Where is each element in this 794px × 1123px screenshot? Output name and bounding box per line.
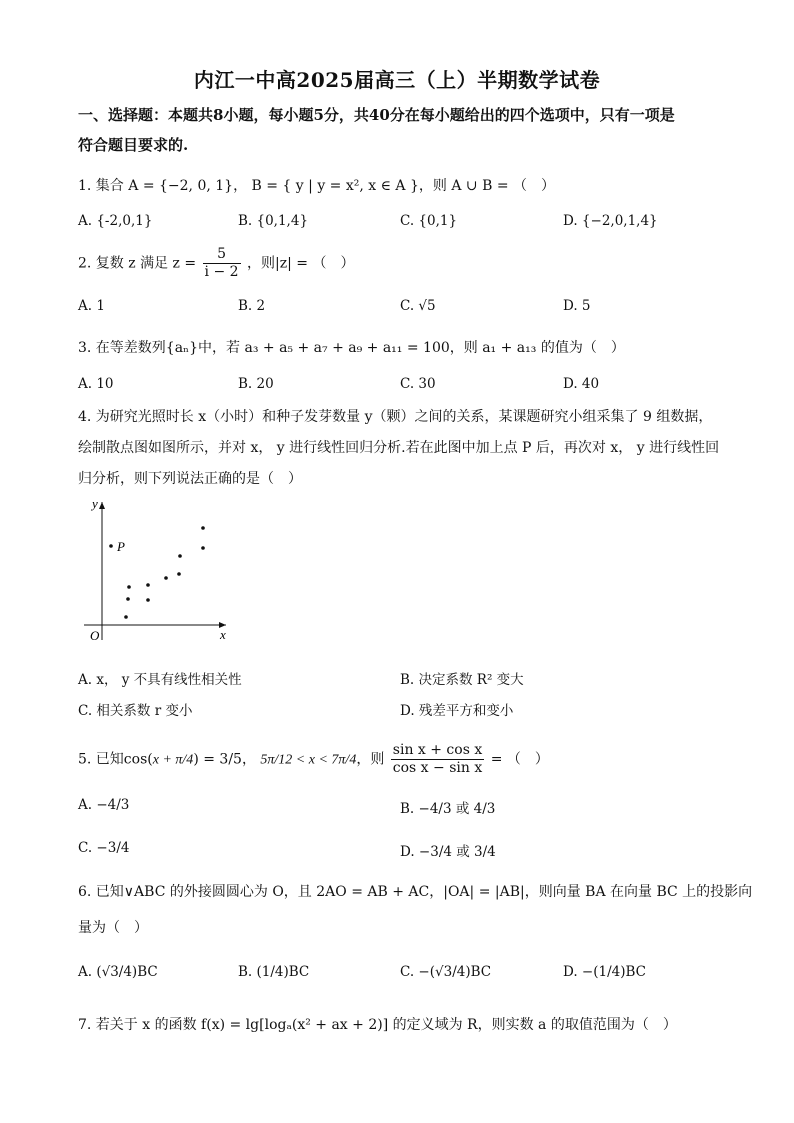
q5-expr-prefix: ，则 <box>356 751 385 768</box>
x-axis-label: x <box>220 627 226 642</box>
data-point <box>177 572 181 576</box>
q4-option-c: C. 相关系数 r 变小 <box>78 703 193 719</box>
question-4-line3: 归分析，则下列说法正确的是（ ） <box>78 471 302 487</box>
q3-option-d: D. 40 <box>563 376 600 392</box>
q1-option-a: A. {-2,0,1} <box>78 213 153 229</box>
q3-option-c: C. 30 <box>400 376 436 392</box>
scatter-plot-figure <box>76 494 236 644</box>
y-axis-arrow-icon <box>99 502 105 509</box>
data-points <box>124 526 205 619</box>
q4-option-b: B. 决定系数 R² 变大 <box>400 672 524 688</box>
q2-frac-num: 5 <box>203 246 241 264</box>
q5-expr-den: cos x − sin x <box>392 760 483 776</box>
data-point <box>178 554 182 558</box>
data-point <box>201 526 205 530</box>
q5-eq: = 3/5， <box>203 751 256 768</box>
question-4-line1: 4. 为研究光照时长 x（小时）和种子发芽数量 y（颗）之间的关系，某课题研究小组采集了 9 组数据， <box>78 409 713 425</box>
question-2-stem <box>78 246 354 281</box>
q2-frac-den: i − 2 <box>204 264 239 280</box>
y-axis-label: y <box>92 496 98 511</box>
point-p <box>109 544 113 548</box>
question-6-line1: 6. 已知∨ABC 的外接圆圆心为 O，且 2AO = AB + AC，|OA| = |AB|，则向量 BA 在向量 BC 上的投影向 <box>78 884 753 900</box>
q2-suffix: ，则|z| = （ ） <box>247 255 355 272</box>
q5-option-b: B. −4/3 或 4/3 <box>400 801 496 817</box>
q2-prefix: 2. 复数 z 满足 z = <box>78 255 197 272</box>
question-6-line2: 量为（ ） <box>78 920 148 936</box>
data-point <box>201 546 205 550</box>
q3-option-a: A. 10 <box>78 376 114 392</box>
point-p-label: P <box>117 539 125 554</box>
q2-option-c: C. √5 <box>400 298 436 314</box>
question-1-stem: 1. 集合 A = {−2, 0, 1}， B = { y | y = x², x ∈ A }，则 A ∪ B = （ ） <box>78 178 556 194</box>
q5-arg: x + π/4 <box>152 752 194 768</box>
q5-prefix: 5. 已知cos <box>78 751 148 768</box>
q5-range: 5π/12 < x < 7π/4 <box>260 752 357 768</box>
q5-expr-num: sin x + cos x <box>392 742 483 758</box>
q4-option-d: D. 残差平方和变小 <box>400 703 514 719</box>
q6-option-b: B. (1/4)BC <box>238 964 310 980</box>
origin-label: O <box>90 628 100 643</box>
q1-option-c: C. {0,1} <box>400 213 458 229</box>
q5-option-a: A. −4/3 <box>78 797 130 813</box>
q6-option-a: A. (√3/4)BC <box>78 964 158 980</box>
q1-option-d: D. {−2,0,1,4} <box>563 213 658 229</box>
data-point <box>127 585 131 589</box>
q2-option-a: A. 1 <box>78 298 105 314</box>
data-point <box>124 615 128 619</box>
q1-option-b: B. {0,1,4} <box>238 213 309 229</box>
q3-option-b: B. 20 <box>238 376 274 392</box>
data-point <box>126 597 130 601</box>
section-heading-line2: 符合题目要求的. <box>78 136 189 154</box>
data-point <box>164 576 168 580</box>
q6-option-d: D. −(1/4)BC <box>563 964 646 980</box>
q2-option-d: D. 5 <box>563 298 591 314</box>
q5-option-d: D. −3/4 或 3/4 <box>400 844 496 860</box>
section-heading-line1: 一、选择题：本题共8小题，每小题5分，共40分在每小题给出的四个选项中，只有一项是 <box>78 106 675 124</box>
q5-option-c: C. −3/4 <box>78 840 130 856</box>
q5-fraction <box>391 742 484 777</box>
q2-option-b: B. 2 <box>238 298 266 314</box>
question-5-stem: 5. 已知cos(x + π/4) = 3/5， 5π/12 < x < 7π/4，则 $\frac{\text{sin x + cos x}}{\text{cos x − sin x}}$ = （ ） <box>78 742 549 776</box>
q6-option-c: C. −(√3/4)BC <box>400 964 492 980</box>
page-title: 内江一中高2025届高三（上）半期数学试卷 <box>193 68 601 92</box>
question-4-line2: 绘制散点图如图所示，并对 x， y 进行线性回归分析.若在此图中加上点 P 后，再次对 x， y 进行线性回 <box>78 440 720 456</box>
question-3-stem: 3. 在等差数列{aₙ}中，若 a₃ + a₅ + a₇ + a₉ + a₁₁ = 100，则 a₁ + a₁₃ 的值为（ ） <box>78 340 625 356</box>
data-point <box>146 583 150 587</box>
q5-suffix: = （ ） <box>490 751 549 768</box>
question-7-stem: 7. 若关于 x 的函数 f(x) = lg[logₐ(x² + ax + 2)] 的定义域为 R，则实数 a 的取值范围为（ ） <box>78 1017 677 1033</box>
data-point <box>146 598 150 602</box>
q2-fraction <box>203 246 241 281</box>
q4-option-a: A. x， y 不具有线性相关性 <box>78 672 242 688</box>
